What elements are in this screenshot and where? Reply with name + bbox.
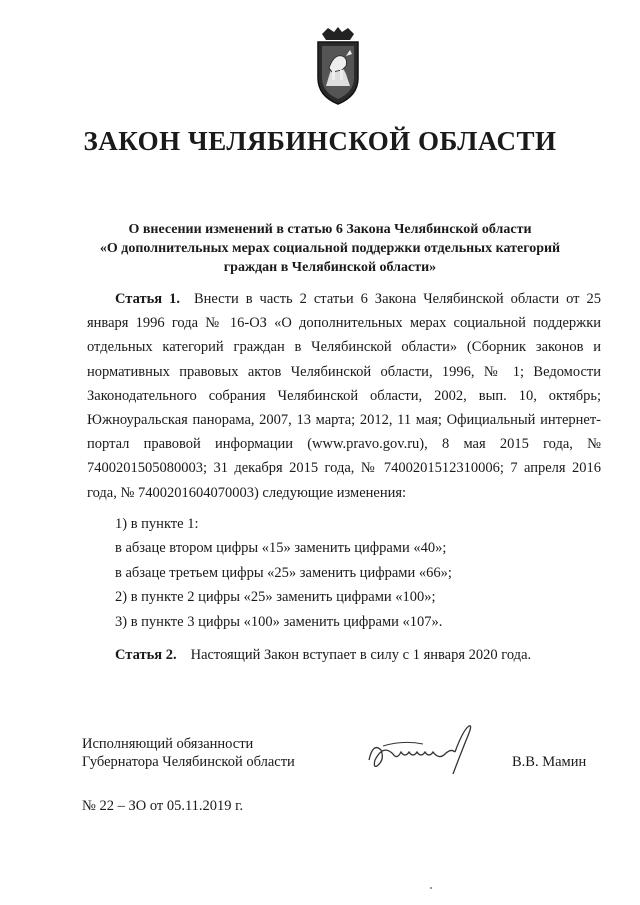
document-number: № 22 – ЗО от 05.11.2019 г. [82, 798, 244, 814]
list-item: в абзаце третьем цифры «25» заменить цифрами «66»; [115, 564, 452, 581]
signer-position [82, 735, 295, 771]
handwritten-signature [363, 720, 483, 780]
amendment-list [115, 512, 452, 634]
list-item: в абзаце втором цифры «15» заменить цифрами «40»; [115, 540, 447, 557]
article-2-label: Статья 2. [115, 647, 177, 663]
list-item: 2) в пункте 2 цифры «25» заменить цифрами «100»; [115, 589, 436, 606]
article-1-paragraph [87, 287, 601, 505]
article-2-text: Настоящий Закон вступает в силу с 1 января 2020 года. [190, 647, 532, 663]
position-line: Губернатора Челябинской области [82, 754, 295, 770]
article-2 [115, 647, 531, 664]
position-line: Исполняющий обязанности [82, 736, 254, 752]
article-1-label: Статья 1. [115, 291, 180, 307]
article-1 [87, 287, 601, 505]
scan-speck [430, 887, 432, 889]
subtitle-line: «О дополнительных мерах социальной поддержки отдельных категорий [99, 241, 561, 256]
list-item: 1) в пункте 1: [115, 516, 199, 532]
signer-name: В.В. Мамин [512, 754, 587, 770]
document-title: ЗАКОН ЧЕЛЯБИНСКОЙ ОБЛАСТИ [83, 126, 557, 156]
document-subtitle [80, 220, 580, 277]
article-1-text: Внести в часть 2 статьи 6 Закона Челябинской области от 25 января 1996 года № 16-ОЗ «О дополнительных мерах социальной поддержки отдельных категорий граждан в Челябинской области» (Сборник законов и нормативных правовых актов Челябинской области, 1996, № 1; Ведомости Законодательного собрания Челябинской области, 2002, вып. 10, октябрь; Южноуральская панорама, 2007, 13 марта; 2012, 11 мая; Официальный интернет-портал правовой информации (www.pravo.gov.ru), 8 мая 2015 года, № 7400201505080003; 31 декабря 2015 года, № 7400201512310006; 7 апреля 2016 года, № 7400201604070003) следующие изменения: [87, 291, 601, 501]
list-item: 3) в пункте 3 цифры «100» заменить цифрами «107». [115, 613, 443, 630]
subtitle-line: граждан в Челябинской области» [223, 260, 437, 275]
coat-of-arms-emblem [312, 26, 364, 106]
subtitle-line: О внесении изменений в статью 6 Закона Челябинской области [128, 222, 532, 237]
